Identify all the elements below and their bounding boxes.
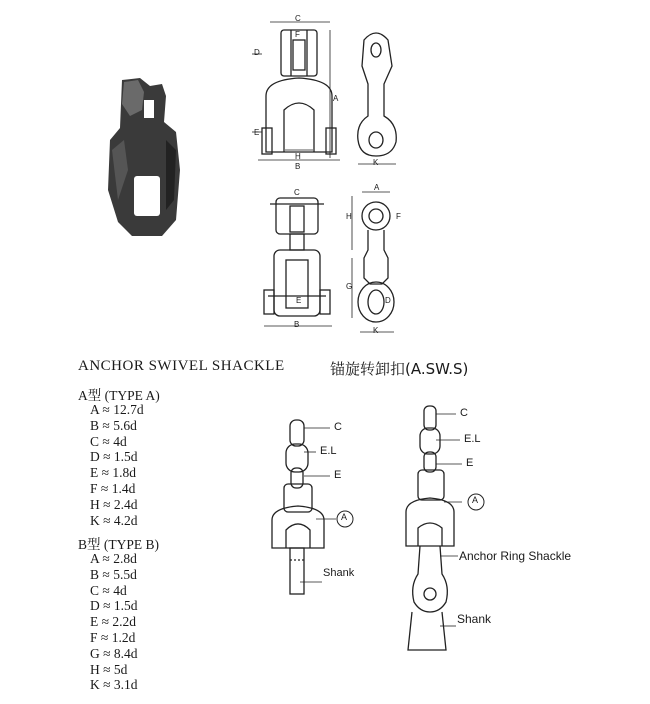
dimension-row-h — [90, 662, 138, 678]
approx-symbol: ≈ — [99, 433, 114, 449]
dim-label-f: F — [396, 212, 401, 221]
dimension-value: 1.5d — [113, 449, 138, 465]
dimension-row-f — [90, 481, 144, 497]
dimension-key: A — [90, 551, 100, 566]
dim-label-b: B — [295, 162, 301, 171]
dim-label-h: H — [346, 212, 352, 221]
dimension-row-e — [90, 465, 144, 481]
dimension-value: 5d — [113, 661, 128, 677]
type-b-heading: B型 (TYPE B) — [78, 537, 159, 552]
approx-symbol: ≈ — [99, 598, 114, 614]
approx-symbol: ≈ — [99, 449, 114, 465]
dimension-row-e — [90, 614, 138, 630]
dimension-key: K — [90, 677, 100, 693]
dimension-key: D — [90, 598, 100, 614]
assembly-left-label-c: C — [334, 421, 342, 433]
approx-symbol: ≈ — [99, 582, 114, 598]
title-en: ANCHOR SWIVEL SHACKLE — [78, 358, 285, 374]
approx-symbol: ≈ — [97, 480, 112, 496]
dim-label-a: A — [374, 183, 380, 192]
type-a-side-view — [358, 33, 397, 164]
dim-label-h: H — [295, 152, 301, 161]
type-a-dimension-list — [90, 402, 144, 528]
approx-symbol: ≈ — [97, 629, 112, 645]
dim-label-f: F — [295, 30, 300, 39]
type-a-front-view — [252, 22, 340, 160]
dimension-row-b — [90, 418, 144, 434]
approx-symbol: ≈ — [99, 402, 114, 417]
dimension-value: 2.8d — [113, 551, 137, 566]
dimension-row-k — [90, 677, 138, 693]
title-cn: 锚旋转卸扣(A.SW.S) — [330, 360, 469, 378]
dimension-row-c — [90, 583, 138, 599]
dimension-value: 1.2d — [111, 629, 136, 645]
dimension-key: B — [90, 417, 100, 433]
assembly-right-label-e: E — [466, 457, 474, 469]
dim-label-a: A — [333, 94, 339, 103]
type-b-front-view — [264, 198, 332, 326]
approx-symbol: ≈ — [99, 417, 114, 433]
dim-label-k: K — [373, 326, 379, 335]
dim-label-c: C — [295, 14, 301, 23]
assembly-right-label-ring: Anchor Ring Shackle — [459, 549, 572, 563]
approx-symbol: ≈ — [99, 566, 114, 582]
type-b-side-view — [352, 192, 394, 332]
approx-symbol: ≈ — [99, 551, 114, 566]
dimension-key: B — [90, 566, 100, 582]
dimension-value: 4d — [113, 433, 127, 449]
dimension-row-c — [90, 434, 144, 450]
dimension-key: H — [90, 496, 100, 512]
dimension-key: G — [90, 645, 100, 661]
dimension-value: 3.1d — [113, 677, 138, 693]
dimension-value: 12.7d — [113, 402, 144, 417]
dimension-row-g — [90, 646, 138, 662]
dimension-row-h — [90, 497, 144, 513]
dimension-value: 4d — [113, 582, 127, 598]
assembly-left-label-a: A — [341, 512, 348, 522]
dimension-key: A — [90, 402, 100, 417]
dimension-row-d — [90, 598, 138, 614]
dim-label-d: D — [385, 296, 391, 305]
dimension-key: C — [90, 433, 100, 449]
dimension-value: 2.4d — [113, 496, 138, 512]
swivel-shackle-photo — [108, 78, 180, 236]
approx-symbol: ≈ — [98, 614, 113, 630]
approx-symbol: ≈ — [98, 465, 113, 481]
assembly-right-label-a: A — [472, 495, 479, 505]
dimension-key: F — [90, 629, 98, 645]
type-b-dimension-list — [90, 551, 138, 693]
dimension-key: D — [90, 449, 100, 465]
dimension-value: 2.2d — [112, 614, 137, 630]
dimension-value: 8.4d — [113, 645, 138, 661]
dimension-row-a — [90, 551, 138, 567]
approx-symbol: ≈ — [99, 661, 114, 677]
dimension-value: 4.2d — [113, 512, 138, 528]
dim-label-b: B — [294, 320, 300, 329]
dim-label-c: C — [294, 188, 300, 197]
dim-label-e: E — [296, 296, 302, 305]
assembly-left-label-el: E.L — [320, 445, 337, 457]
approx-symbol: ≈ — [99, 677, 114, 693]
dim-label-k: K — [373, 158, 379, 167]
dimension-value: 1.4d — [111, 480, 136, 496]
dimension-key: E — [90, 614, 99, 630]
dimension-value: 5.6d — [113, 417, 137, 433]
dimension-value: 1.5d — [113, 598, 138, 614]
approx-symbol: ≈ — [99, 496, 114, 512]
dim-label-e: E — [254, 128, 260, 137]
approx-symbol: ≈ — [99, 512, 114, 528]
dimension-row-d — [90, 449, 144, 465]
approx-symbol: ≈ — [99, 645, 114, 661]
dimension-row-a — [90, 402, 144, 418]
dimension-key: E — [90, 465, 99, 481]
dimension-row-k — [90, 513, 144, 529]
type-a-heading: A型 (TYPE A) — [78, 388, 160, 403]
dimension-row-b — [90, 567, 138, 583]
dimension-value: 1.8d — [112, 465, 137, 481]
assembly-left-label-e: E — [334, 469, 342, 481]
assembly-left-label-shank: Shank — [323, 567, 355, 579]
dim-label-d: D — [254, 48, 260, 57]
dimension-row-f — [90, 630, 138, 646]
dim-label-g: G — [346, 282, 353, 291]
dimension-key: H — [90, 661, 100, 677]
assembly-right-label-c: C — [460, 407, 468, 419]
dimension-key: K — [90, 512, 100, 528]
dimension-key: F — [90, 480, 98, 496]
dimension-key: C — [90, 582, 100, 598]
assembly-right-label-el: E.L — [464, 433, 481, 445]
dimension-value: 5.5d — [113, 566, 137, 582]
assembly-right-label-shank: Shank — [457, 612, 492, 626]
